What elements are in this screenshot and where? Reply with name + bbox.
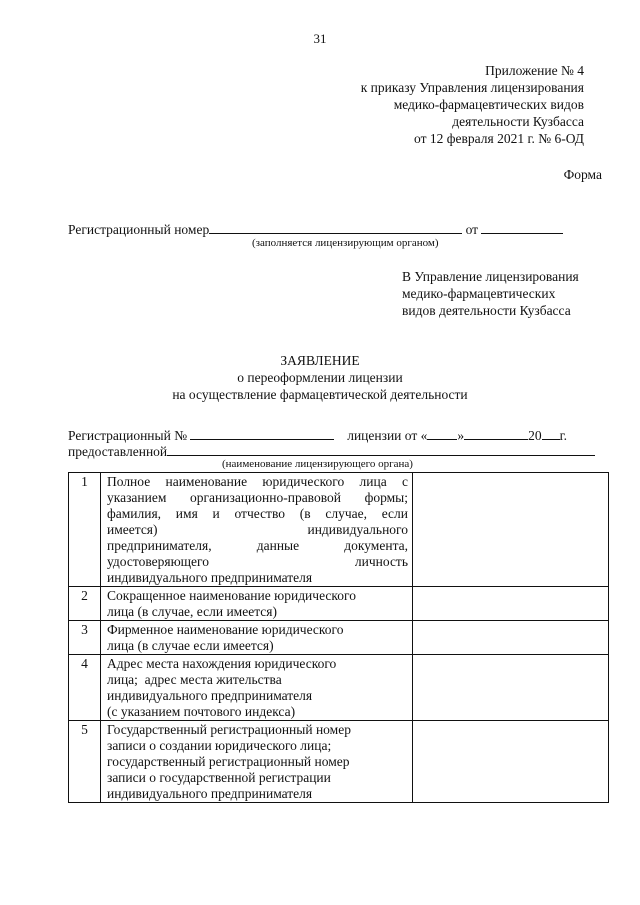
row-text-line: предпринимателя, данные документа, (107, 538, 408, 553)
row-text-line: государственный регистрационный номер (107, 754, 350, 769)
row-text-line: Адрес места нахождения юридического (107, 656, 337, 671)
row-text-line: имеется) индивидуального (107, 522, 408, 537)
registration-number-label: Регистрационный номер (68, 222, 210, 237)
row-text-line: фамилия, имя и отчество (в случае, если (107, 506, 408, 521)
document-title (0, 352, 640, 403)
license-year-prefix: 20 (528, 428, 542, 443)
appendix-line: деятельности Кузбасса (452, 114, 584, 129)
row-value-cell[interactable] (413, 473, 609, 587)
row-value-cell[interactable] (413, 721, 609, 803)
license-quote-close: » (457, 428, 465, 443)
table-row (69, 587, 609, 621)
recipient-block (402, 268, 579, 319)
recipient-line: В Управление лицензирования (402, 269, 579, 284)
row-value-cell[interactable] (413, 655, 609, 721)
appendix-line: медико-фармацевтических видов (393, 97, 584, 112)
row-number: 4 (69, 655, 101, 721)
registration-number-line (68, 220, 563, 238)
license-day-field[interactable] (427, 426, 457, 440)
row-text-line: лица; адрес места жительства (107, 672, 282, 687)
table-row (69, 721, 609, 803)
table-row (69, 621, 609, 655)
row-value-cell[interactable] (413, 587, 609, 621)
row-description (101, 621, 413, 655)
row-value-cell[interactable] (413, 621, 609, 655)
row-text-line: индивидуального предпринимателя (107, 786, 313, 801)
title-line: на осуществление фармацевтической деятельности (172, 387, 468, 402)
registration-number-field[interactable] (209, 220, 462, 234)
row-text-line: записи о создании юридического лица; (107, 738, 332, 753)
row-text-line: удостоверяющего личность (107, 554, 408, 569)
recipient-line: видов деятельности Кузбасса (402, 303, 571, 318)
registration-date-field[interactable] (481, 220, 563, 234)
row-number: 2 (69, 587, 101, 621)
row-number: 1 (69, 473, 101, 587)
row-description (101, 587, 413, 621)
appendix-line: Приложение № 4 (485, 63, 584, 78)
row-number: 5 (69, 721, 101, 803)
table-row (69, 473, 609, 587)
appendix-header (320, 62, 584, 147)
recipient-line: медико-фармацевтических (402, 286, 556, 301)
row-text-line: индивидуального предпринимателя (107, 688, 313, 703)
application-table (68, 472, 609, 803)
row-text-line: Сокращенное наименование юридического (107, 588, 356, 603)
row-text-line: указанием организационно-правовой формы; (107, 490, 408, 505)
title-line: ЗАЯВЛЕНИЕ (280, 353, 360, 368)
row-text-line: записи о государственной регистрации (107, 770, 331, 785)
row-text-line: индивидуального предпринимателя (107, 570, 313, 585)
row-text-line: Полное наименование юридического лица с (107, 474, 408, 489)
licensing-authority-caption: (наименование лицензирующего органа) (222, 458, 413, 470)
row-number: 3 (69, 621, 101, 655)
registration-caption: (заполняется лицензирующим органом) (252, 237, 439, 249)
row-text-line: Фирменное наименование юридического (107, 622, 344, 637)
row-text-line: Государственный регистрационный номер (107, 722, 351, 737)
license-month-field[interactable] (464, 426, 528, 440)
row-description (101, 655, 413, 721)
license-reg-number-field[interactable] (190, 426, 334, 440)
row-text-line: лица (в случае, если имеется) (107, 604, 277, 619)
appendix-line: от 12 февраля 2021 г. № 6-ОД (414, 131, 584, 146)
license-from-label: лицензии от « (347, 428, 428, 443)
license-year-suffix: г. (559, 428, 568, 443)
title-line: о переоформлении лицензии (237, 370, 403, 385)
provided-by-label: предоставленной (68, 444, 168, 459)
license-year-field[interactable] (542, 426, 560, 440)
appendix-line: к приказу Управления лицензирования (360, 80, 584, 95)
row-text-line: лица (в случае если имеется) (107, 638, 274, 653)
form-label: Форма (563, 167, 602, 182)
licensing-authority-field[interactable] (167, 442, 595, 456)
registration-from-label: от (465, 222, 479, 237)
license-reg-label: Регистрационный № (68, 428, 188, 443)
page-number: 31 (313, 31, 327, 46)
row-description (101, 721, 413, 803)
row-description (101, 473, 413, 587)
row-text-line: (с указанием почтового индекса) (107, 704, 296, 719)
table-row (69, 655, 609, 721)
